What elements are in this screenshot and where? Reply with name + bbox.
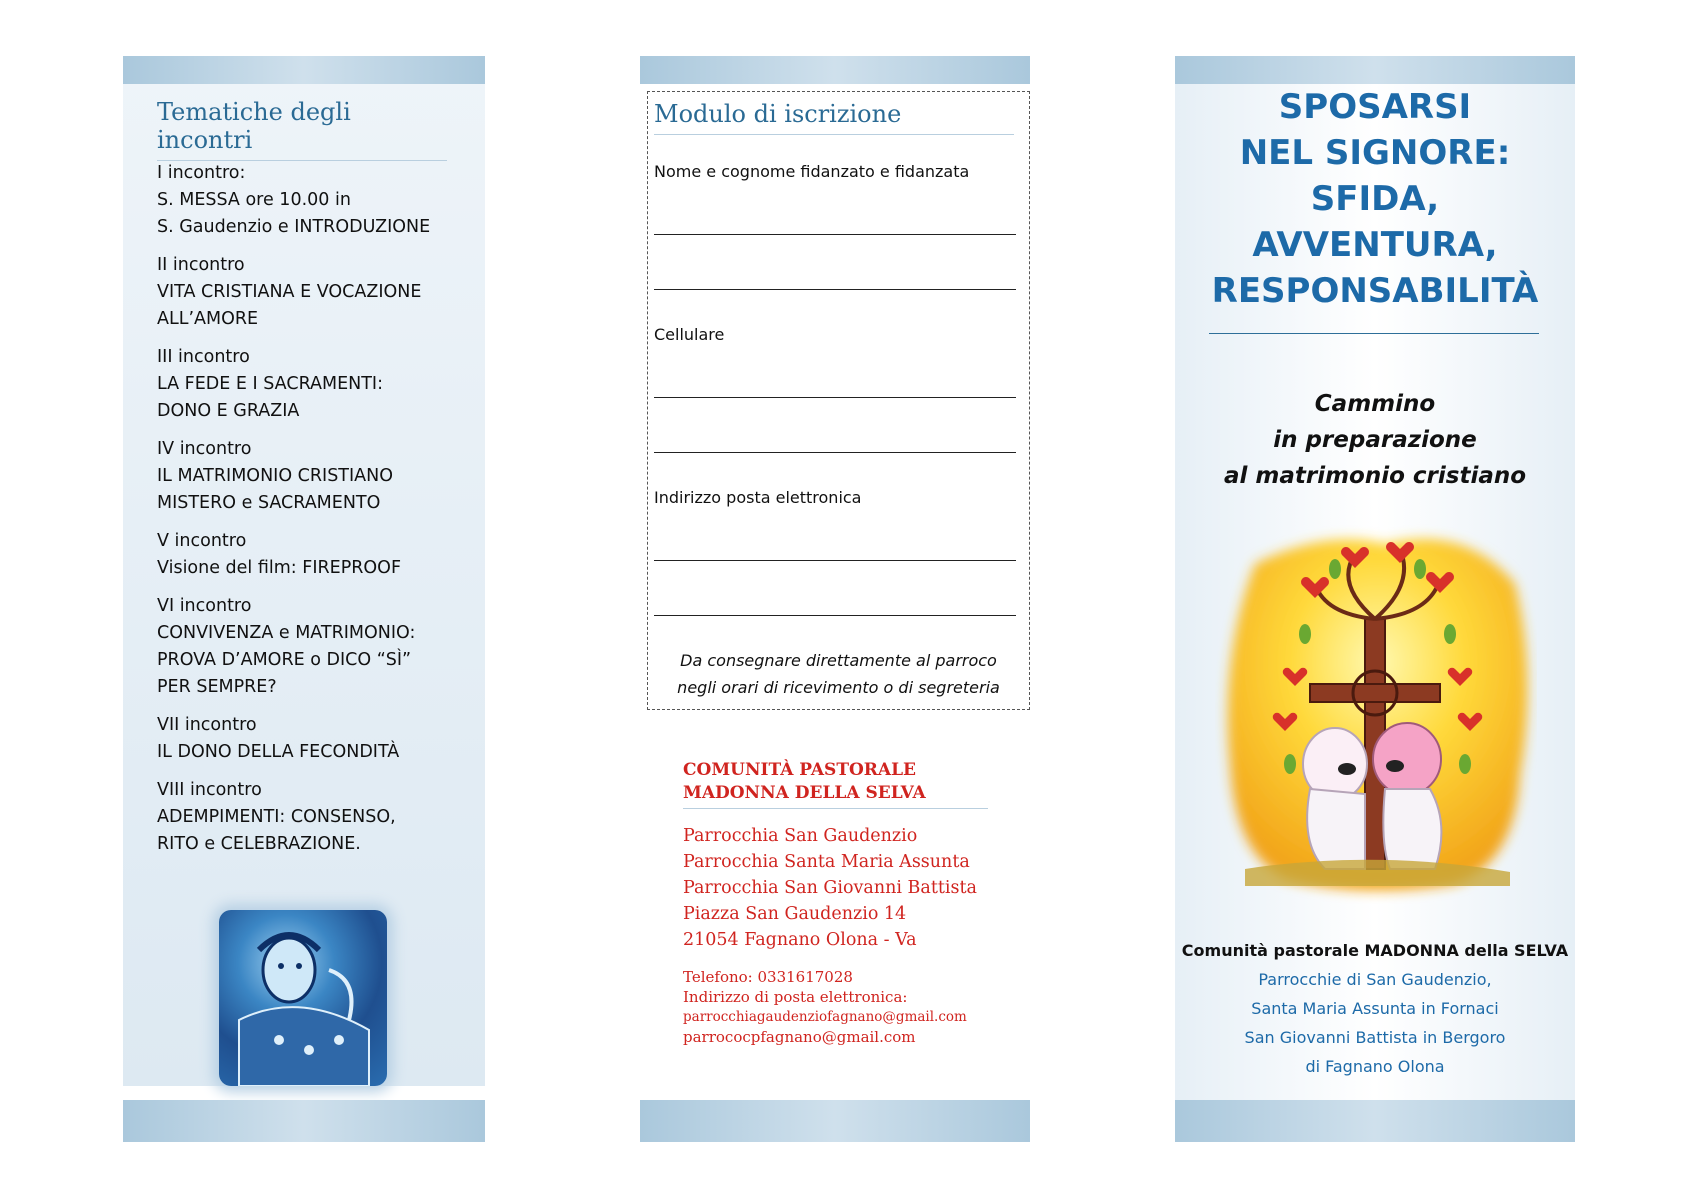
footer-parish-line: San Giovanni Battista in Bergoro (1244, 1028, 1506, 1047)
meeting-title: III incontro (157, 347, 250, 367)
meeting-title: V incontro (157, 531, 247, 551)
parish-list (683, 823, 988, 953)
meeting-line: S. MESSA ore 10.00 in (157, 190, 351, 210)
cover-title-line: AVVENTURA, (1252, 225, 1498, 265)
meeting-title: II incontro (157, 255, 245, 275)
meeting-line: CONVIVENZA e MATRIMONIO: (157, 623, 416, 643)
bottom-decorative-bar (123, 1100, 485, 1142)
delivery-note (648, 647, 1029, 701)
meeting-line: LA FEDE E I SACRAMENTI: (157, 374, 383, 394)
meeting-title: VI incontro (157, 596, 252, 616)
phone-line-2[interactable] (654, 452, 1016, 453)
footer-parish-line: di Fagnano Olona (1305, 1057, 1445, 1076)
cover-subtitle-line: in preparazione (1273, 427, 1477, 453)
list-item: 21054 Fagnano Olona - Va (683, 930, 917, 950)
email-field-label: Indirizzo posta elettronica (654, 488, 862, 507)
meeting-title: VII incontro (157, 715, 257, 735)
email-link-1[interactable]: parrocchiagaudenziofagnano@gmail.com (683, 1009, 967, 1025)
meeting-title: I incontro: (157, 163, 246, 183)
list-item (157, 593, 467, 701)
community-title-line: MADONNA DELLA SELVA (683, 783, 926, 803)
painting-illustration (219, 910, 387, 1086)
delivery-note-line: Da consegnare direttamente al parroco (680, 651, 997, 670)
cover-panel (1175, 56, 1575, 1146)
list-item: Piazza San Gaudenzio 14 (683, 904, 907, 924)
themes-panel (123, 56, 485, 1086)
meeting-line: PER SEMPRE? (157, 677, 277, 697)
phone-field-label: Cellulare (654, 325, 725, 344)
email-line-1[interactable] (654, 560, 1016, 561)
cover-subtitle (1175, 386, 1575, 494)
bottom-decorative-bar (1175, 1100, 1575, 1142)
email-link-2[interactable]: parrococpfagnano@gmail.com (683, 1028, 916, 1046)
painting-artwork (219, 910, 387, 1086)
list-item (157, 436, 467, 517)
list-item: Parrocchia San Gaudenzio (683, 826, 918, 846)
meeting-line: ADEMPIMENTI: CONSENSO, (157, 807, 396, 827)
title-divider (1209, 333, 1539, 334)
cross-tree-artwork (1215, 524, 1537, 904)
cover-footer (1175, 937, 1575, 1081)
footer-parish-line: Parrocchie di San Gaudenzio, (1258, 970, 1492, 989)
meeting-line: ALL’AMORE (157, 309, 259, 329)
form-heading: Modulo di iscrizione (654, 100, 1014, 135)
list-item: Parrocchia Santa Maria Assunta (683, 852, 970, 872)
top-decorative-bar (640, 56, 1030, 84)
cover-title-line: NEL SIGNORE: (1239, 133, 1511, 173)
contact-info (683, 967, 988, 1047)
meeting-line: MISTERO e SACRAMENTO (157, 493, 381, 513)
list-item (157, 252, 467, 333)
phone-line-1[interactable] (654, 397, 1016, 398)
footer-community-name: Comunità pastorale MADONNA della SELVA (1181, 941, 1569, 960)
list-item (157, 777, 467, 858)
meeting-line: VITA CRISTIANA E VOCAZIONE (157, 282, 422, 302)
community-info (683, 759, 988, 1047)
footer-parish-line: Santa Maria Assunta in Fornaci (1251, 999, 1499, 1018)
cover-subtitle-line: al matrimonio cristiano (1223, 463, 1527, 489)
meeting-line: IL MATRIMONIO CRISTIANO (157, 466, 393, 486)
meeting-line: DONO E GRAZIA (157, 401, 300, 421)
themes-heading: Tematiche degli incontri (157, 98, 447, 161)
cover-subtitle-line: Cammino (1314, 391, 1436, 417)
community-title-line: COMUNITÀ PASTORALE (683, 760, 917, 780)
cross-tree-illustration (1215, 524, 1537, 904)
meeting-title: VIII incontro (157, 780, 262, 800)
list-item (157, 344, 467, 425)
names-line-2[interactable] (654, 289, 1016, 290)
meeting-line: RITO e CELEBRAZIONE. (157, 834, 361, 854)
email-label: Indirizzo di posta elettronica: (683, 988, 908, 1006)
phone-text: Telefono: 0331617028 (683, 968, 853, 986)
meeting-line: S. Gaudenzio e INTRODUZIONE (157, 217, 431, 237)
top-decorative-bar (1175, 56, 1575, 84)
list-item (157, 712, 467, 766)
delivery-note-line: negli orari di ricevimento o di segreteria (677, 678, 1000, 697)
cover-title-line: SPOSARSI (1278, 87, 1472, 127)
list-item: Parrocchia San Giovanni Battista (683, 878, 977, 898)
meeting-line: IL DONO DELLA FECONDITÀ (157, 742, 400, 762)
cover-title (1175, 84, 1575, 314)
bottom-decorative-bar (640, 1100, 1030, 1142)
email-line-2[interactable] (654, 615, 1016, 616)
registration-form (647, 91, 1030, 710)
registration-panel (640, 56, 1030, 1146)
list-item (157, 528, 467, 582)
top-decorative-bar (123, 56, 485, 84)
cover-title-line: RESPONSABILITÀ (1211, 271, 1539, 311)
names-field-label: Nome e cognome fidanzato e fidanzata (654, 162, 970, 181)
list-item (157, 160, 467, 241)
cover-title-line: SFIDA, (1310, 179, 1440, 219)
community-title (683, 759, 988, 809)
names-line-1[interactable] (654, 234, 1016, 235)
meeting-line: Visione del film: FIREPROOF (157, 558, 402, 578)
meeting-title: IV incontro (157, 439, 252, 459)
meetings-list (157, 160, 467, 869)
meeting-line: PROVA D’AMORE o DICO “SÌ” (157, 650, 412, 670)
